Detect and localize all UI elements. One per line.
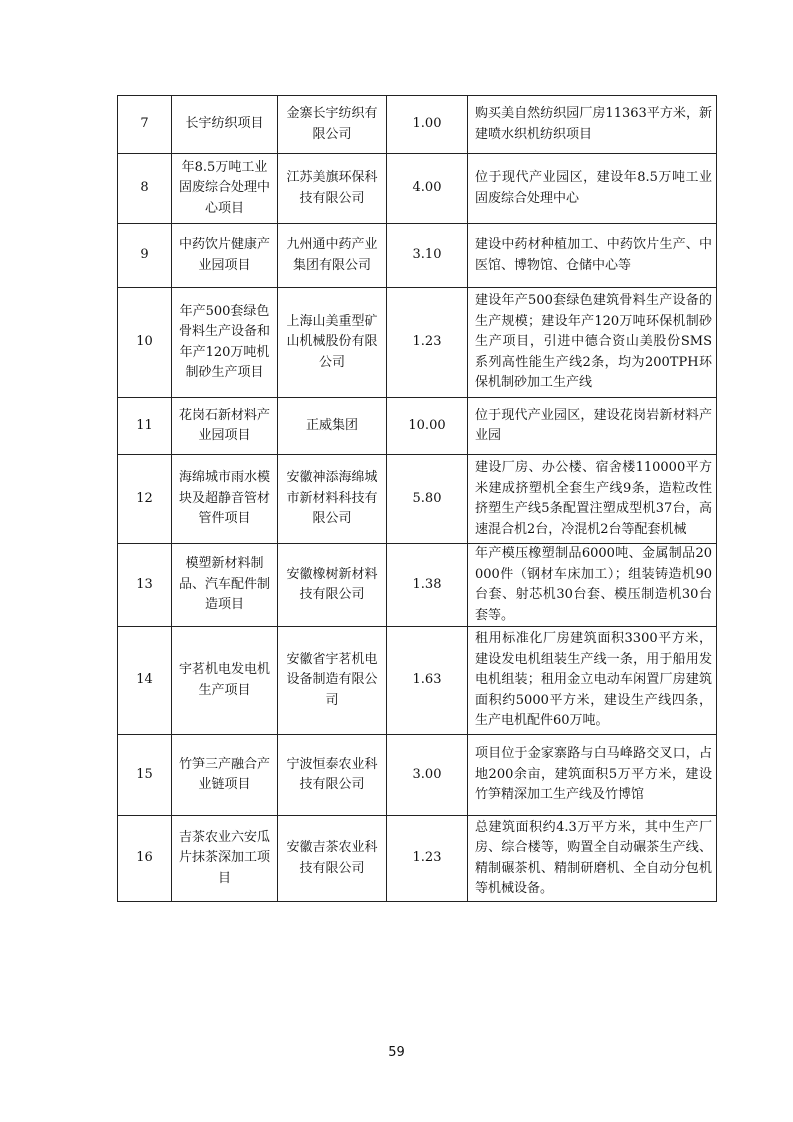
project-name: 花岗石新材料产业园项目 bbox=[172, 398, 278, 455]
project-content: 项目位于金家寨路与白马峰路交叉口，占地200余亩，建筑面积5万平方米，建设竹笋精深加工生产线及竹博馆 bbox=[468, 735, 717, 816]
project-content: 建设中药材种植加工、中药饮片生产、中医馆、博物馆、仓储中心等 bbox=[468, 224, 717, 288]
company-name: 安徽省宇茗机电设备制造有限公司 bbox=[278, 627, 387, 735]
investment-amount: 1.38 bbox=[387, 544, 468, 627]
investment-amount: 10.00 bbox=[387, 398, 468, 455]
company-name: 安徽神添海绵城市新材料科技有限公司 bbox=[278, 455, 387, 544]
table-row bbox=[118, 455, 717, 544]
table-row bbox=[118, 816, 717, 902]
project-name: 竹笋三产融合产业链项目 bbox=[172, 735, 278, 816]
table-row bbox=[118, 96, 717, 154]
table-row bbox=[118, 224, 717, 288]
company-name: 上海山美重型矿山机械股份有限公司 bbox=[278, 288, 387, 398]
project-name: 模塑新材料制品、汽车配件制造项目 bbox=[172, 544, 278, 627]
row-number: 16 bbox=[118, 816, 172, 902]
project-content: 位于现代产业园区，建设年8.5万吨工业固废综合处理中心 bbox=[468, 154, 717, 224]
company-name: 江苏美旗环保科技有限公司 bbox=[278, 154, 387, 224]
project-table bbox=[117, 95, 717, 902]
project-content: 建设年产500套绿色建筑骨料生产设备的生产规模；建设年产120万吨环保机制砂生产项目，引进中德合资山美股份SMS系列高性能生产线2条，均为200TPH环保机制砂加工生产线 bbox=[468, 288, 717, 398]
investment-amount: 1.00 bbox=[387, 96, 468, 154]
row-number: 14 bbox=[118, 627, 172, 735]
row-number: 13 bbox=[118, 544, 172, 627]
company-name: 九州通中药产业集团有限公司 bbox=[278, 224, 387, 288]
project-name: 宇茗机电发电机生产项目 bbox=[172, 627, 278, 735]
page-number: 59 bbox=[388, 1045, 405, 1060]
table-row bbox=[118, 627, 717, 735]
row-number: 8 bbox=[118, 154, 172, 224]
investment-amount: 1.23 bbox=[387, 288, 468, 398]
row-number: 12 bbox=[118, 455, 172, 544]
table-row bbox=[118, 398, 717, 455]
table-row bbox=[118, 288, 717, 398]
project-name: 长宇纺织项目 bbox=[172, 96, 278, 154]
table-row bbox=[118, 154, 717, 224]
project-content: 年产模压橡塑制品6000吨、金属制品20000件（钢材车床加工）；组装铸造机90台套、射芯机30台套、模压制造机30台套等。 bbox=[468, 544, 717, 627]
investment-amount: 1.63 bbox=[387, 627, 468, 735]
table-row bbox=[118, 544, 717, 627]
project-name: 年产500套绿色骨料生产设备和年产120万吨机制砂生产项目 bbox=[172, 288, 278, 398]
row-number: 15 bbox=[118, 735, 172, 816]
company-name: 安徽橡树新材料技有限公司 bbox=[278, 544, 387, 627]
project-content: 购买美自然纺织园厂房11363平方米，新建喷水织机纺织项目 bbox=[468, 96, 717, 154]
investment-amount: 1.23 bbox=[387, 816, 468, 902]
company-name: 金寨长宇纺织有限公司 bbox=[278, 96, 387, 154]
project-content: 建设厂房、办公楼、宿舍楼110000平方米建成挤塑机全套生产线9条，造粒改性挤塑生产线5条配置注塑成型机37台，高速混合机2台，冷混机2台等配套机械 bbox=[468, 455, 717, 544]
investment-amount: 5.80 bbox=[387, 455, 468, 544]
project-name: 吉茶农业六安瓜片抹茶深加工项目 bbox=[172, 816, 278, 902]
investment-amount: 3.10 bbox=[387, 224, 468, 288]
investment-amount: 4.00 bbox=[387, 154, 468, 224]
investment-amount: 3.00 bbox=[387, 735, 468, 816]
company-name: 安徽吉茶农业科技有限公司 bbox=[278, 816, 387, 902]
company-name: 宁波恒泰农业科技有限公司 bbox=[278, 735, 387, 816]
project-name: 中药饮片健康产业园项目 bbox=[172, 224, 278, 288]
project-content: 租用标准化厂房建筑面积3300平方米，建设发电机组装生产线一条，用于船用发电机组装；租用金立电动车闲置厂房建筑面积约5000平方米，建设生产线四条，生产电机配件60万吨。 bbox=[468, 627, 717, 735]
project-content: 位于现代产业园区，建设花岗岩新材料产业园 bbox=[468, 398, 717, 455]
row-number: 10 bbox=[118, 288, 172, 398]
project-content: 总建筑面积约4.3万平方米，其中生产厂房、综合楼等，购置全自动碾茶生产线、精制碾茶机、精制研磨机、全自动分包机等机械设备。 bbox=[468, 816, 717, 902]
row-number: 9 bbox=[118, 224, 172, 288]
row-number: 11 bbox=[118, 398, 172, 455]
company-name: 正威集团 bbox=[278, 398, 387, 455]
row-number: 7 bbox=[118, 96, 172, 154]
table-row bbox=[118, 735, 717, 816]
project-name: 年8.5万吨工业固废综合处理中心项目 bbox=[172, 154, 278, 224]
project-name: 海绵城市雨水模块及超静音管材管件项目 bbox=[172, 455, 278, 544]
